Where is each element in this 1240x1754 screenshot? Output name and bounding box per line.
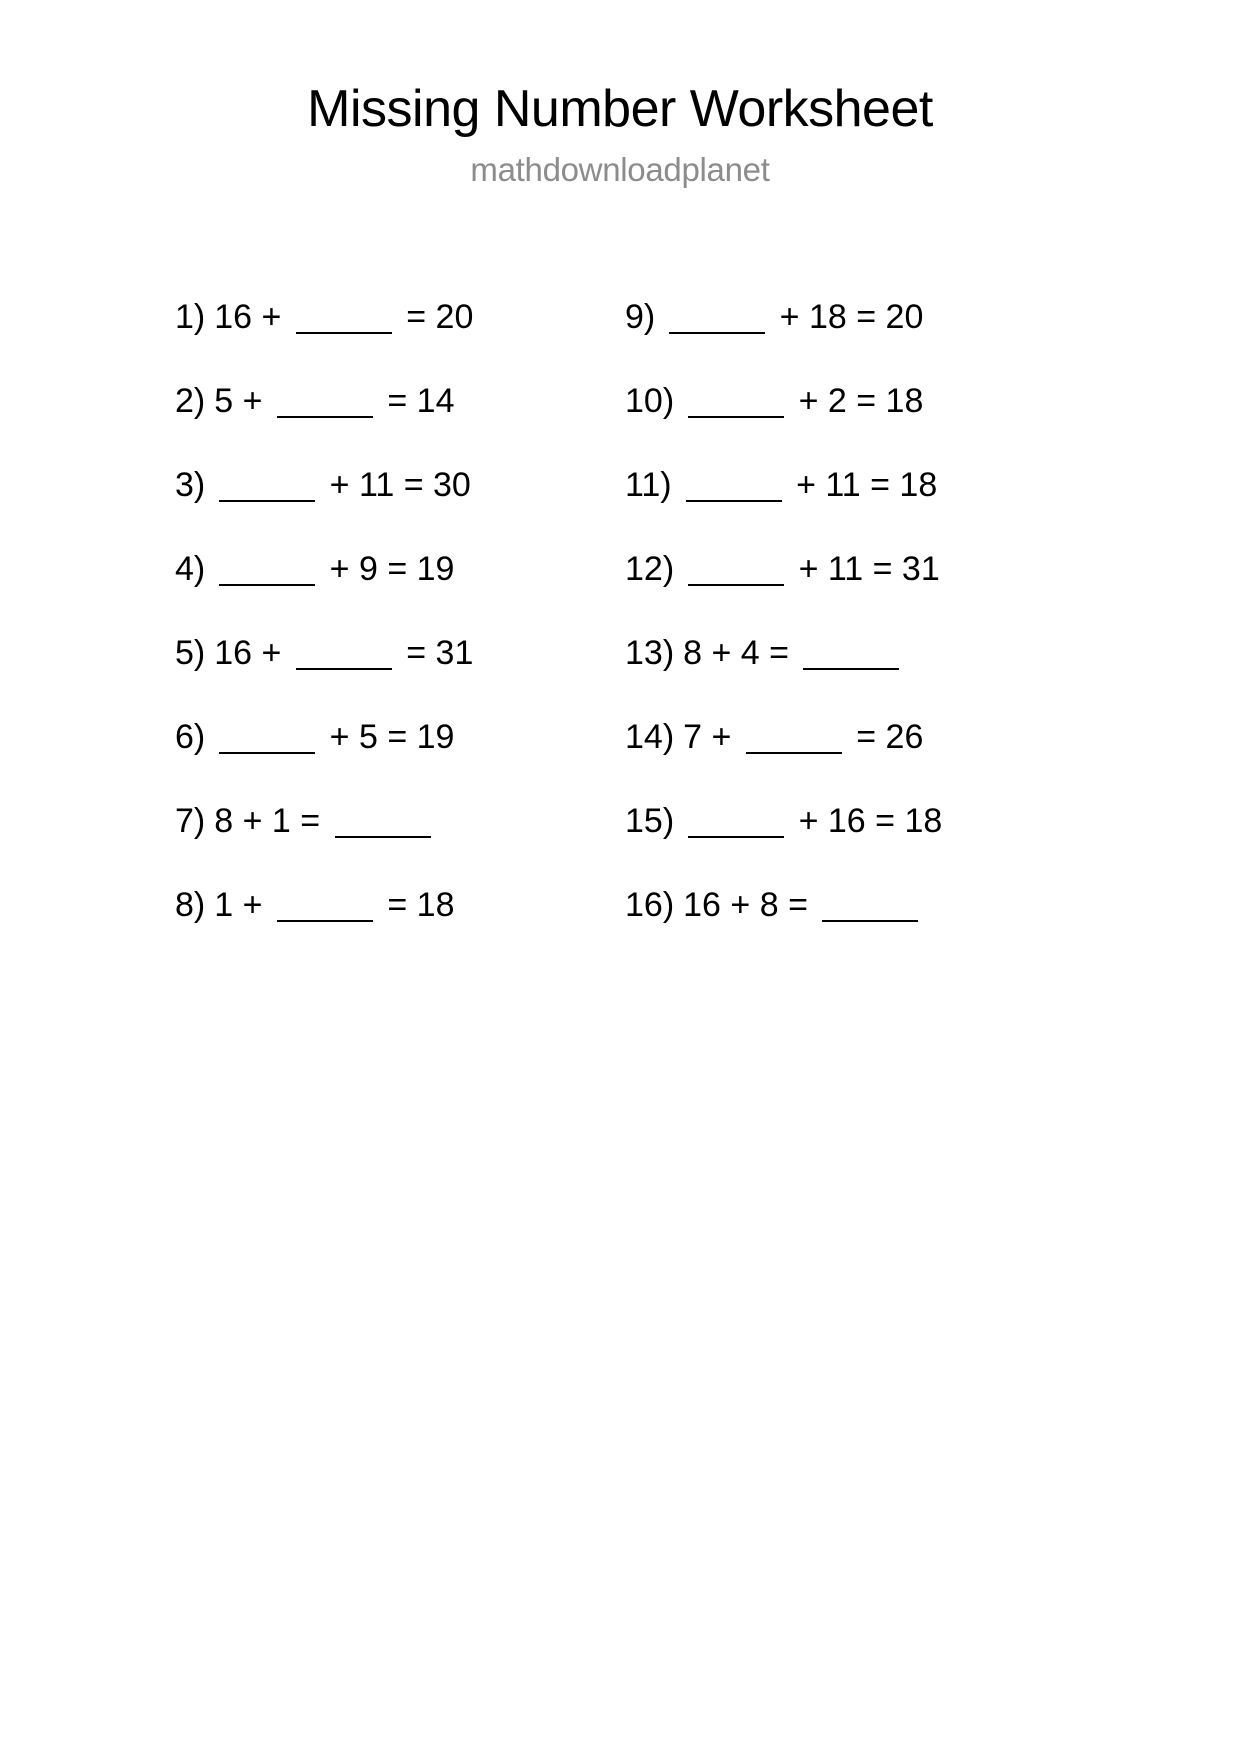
problem-expression <box>683 804 942 838</box>
problem-row <box>175 888 625 972</box>
problems-column-left <box>175 300 625 972</box>
answer-blank[interactable] <box>746 722 842 754</box>
answer-blank[interactable] <box>219 470 315 502</box>
problem-row <box>625 468 1095 552</box>
expression-segment: = 18 <box>377 886 455 924</box>
answer-blank[interactable] <box>335 806 431 838</box>
problem-expression <box>214 636 473 670</box>
answer-blank[interactable] <box>669 302 765 334</box>
expression-segment: + 9 = 19 <box>320 550 455 588</box>
problem-number: 7) <box>175 802 206 840</box>
problem-number: 13) <box>625 634 675 672</box>
problem-expression <box>214 384 454 418</box>
problem-number: 6) <box>175 718 206 756</box>
problem-expression <box>683 384 923 418</box>
problem-row <box>625 888 1095 972</box>
expression-segment: + 11 = 30 <box>320 466 471 504</box>
problem-row <box>175 300 625 384</box>
expression-segment: 8 + 1 = <box>214 802 330 840</box>
problem-number: 3) <box>175 466 206 504</box>
problem-row <box>175 720 625 804</box>
problem-number: 8) <box>175 886 206 924</box>
problem-expression <box>664 300 923 334</box>
answer-blank[interactable] <box>296 638 392 670</box>
answer-blank[interactable] <box>803 638 899 670</box>
expression-segment: + 2 = 18 <box>789 382 924 420</box>
answer-blank[interactable] <box>219 722 315 754</box>
problem-expression <box>214 552 454 586</box>
expression-segment: 16 + <box>214 634 291 672</box>
problem-number: 5) <box>175 634 206 672</box>
expression-segment: 16 + <box>214 298 291 336</box>
problem-row <box>625 804 1095 888</box>
problem-expression <box>681 468 938 502</box>
problem-row <box>175 552 625 636</box>
answer-blank[interactable] <box>277 386 373 418</box>
problem-row <box>175 468 625 552</box>
problems-column-right <box>625 300 1095 972</box>
problems-container <box>0 300 1240 972</box>
answer-blank[interactable] <box>277 890 373 922</box>
problem-expression <box>683 720 923 754</box>
problem-expression <box>683 552 940 586</box>
problem-row <box>625 552 1095 636</box>
problem-number: 10) <box>625 382 675 420</box>
problem-number: 2) <box>175 382 206 420</box>
expression-segment: 8 + 4 = <box>683 634 799 672</box>
problem-number: 11) <box>625 466 672 504</box>
problem-row <box>625 636 1095 720</box>
problem-number: 9) <box>625 298 656 336</box>
problem-number: 4) <box>175 550 206 588</box>
answer-blank[interactable] <box>688 386 784 418</box>
problem-row <box>175 384 625 468</box>
expression-segment: 16 + 8 = <box>683 886 818 924</box>
answer-blank[interactable] <box>296 302 392 334</box>
problem-number: 1) <box>175 298 206 336</box>
expression-segment: + 11 = 31 <box>789 550 940 588</box>
answer-blank[interactable] <box>688 806 784 838</box>
problem-expression <box>214 468 471 502</box>
problem-expression <box>683 888 923 922</box>
problem-number: 14) <box>625 718 675 756</box>
worksheet-header <box>0 0 1240 189</box>
problem-expression <box>214 300 473 334</box>
expression-segment: 5 + <box>214 382 272 420</box>
answer-blank[interactable] <box>219 554 315 586</box>
problem-number: 12) <box>625 550 675 588</box>
problem-row <box>175 804 625 888</box>
expression-segment: + 18 = 20 <box>770 298 924 336</box>
problem-expression <box>214 888 454 922</box>
expression-segment: + 11 = 18 <box>786 466 938 504</box>
answer-blank[interactable] <box>686 470 782 502</box>
page-title: Missing Number Worksheet <box>307 80 933 138</box>
problem-expression <box>214 720 454 754</box>
answer-blank[interactable] <box>822 890 918 922</box>
expression-segment: 7 + <box>683 718 741 756</box>
problem-number: 16) <box>625 886 675 924</box>
expression-segment: = 14 <box>377 382 455 420</box>
problem-row <box>625 300 1095 384</box>
problem-row <box>175 636 625 720</box>
problem-expression <box>214 804 435 838</box>
page-subtitle: mathdownloadplanet <box>470 150 770 188</box>
expression-segment: = 26 <box>846 718 924 756</box>
problem-row <box>625 720 1095 804</box>
expression-segment: + 5 = 19 <box>320 718 455 756</box>
expression-segment: + 16 = 18 <box>789 802 943 840</box>
problem-row <box>625 384 1095 468</box>
expression-segment: 1 + <box>214 886 272 924</box>
expression-segment: = 31 <box>396 634 474 672</box>
problem-number: 15) <box>625 802 675 840</box>
answer-blank[interactable] <box>688 554 784 586</box>
expression-segment: = 20 <box>396 298 474 336</box>
problem-expression <box>683 636 904 670</box>
